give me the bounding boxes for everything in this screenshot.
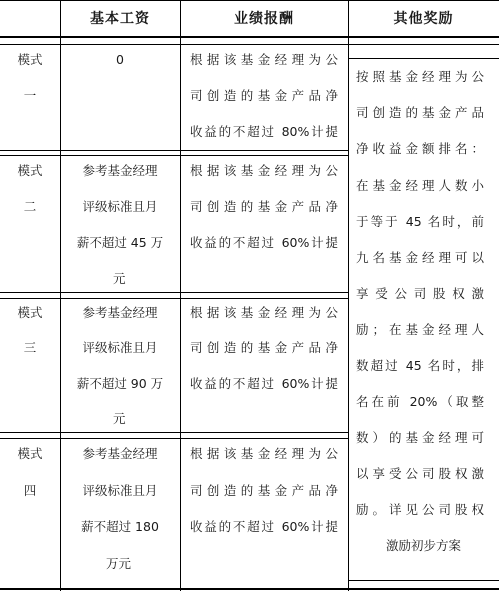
mode-1-performance-line: 根据该基金经理为公 xyxy=(190,52,338,67)
table-bottom-border xyxy=(0,588,499,590)
mode-1-label-line: 一 xyxy=(23,88,37,103)
other-reward-bottom-border xyxy=(348,580,499,581)
row-divider-6 xyxy=(0,432,348,433)
mode-2-label-line: 模式 xyxy=(17,163,43,178)
other-reward-line: 司创造的基金产品 xyxy=(356,105,484,120)
header-other-rewards: 其他奖励 xyxy=(393,11,454,27)
header-bottom-border xyxy=(0,36,499,38)
mode-4-performance-line: 司创造的基金产品净 xyxy=(190,483,338,498)
other-reward-line: 数）的基金经理可 xyxy=(356,430,484,445)
mode-1-performance-line: 司创造的基金产品净 xyxy=(190,88,338,103)
other-reward-line: 数超过 45 名时，排 xyxy=(356,358,484,373)
other-reward-line: 以享受公司股权激 xyxy=(356,466,484,481)
mode-4-performance-line: 根据该基金经理为公 xyxy=(190,446,338,461)
mode-2-salary-line: 元 xyxy=(113,271,126,286)
mode-3-label-line: 模式 xyxy=(17,305,43,320)
other-reward-line: 于等于 45 名时，前 xyxy=(356,214,484,229)
row-divider-3 xyxy=(0,155,348,156)
mode-4-label-line: 四 xyxy=(23,483,37,498)
row-divider-5 xyxy=(0,298,348,299)
mode-2-performance-line: 司创造的基金产品净 xyxy=(190,199,338,214)
other-reward-top-border xyxy=(348,58,499,59)
mode-3-salary-line: 元 xyxy=(113,411,126,426)
mode-2-salary-line: 评级标准且月 xyxy=(82,199,158,214)
mode-3-performance-line: 收益的不超过 60%计提 xyxy=(190,376,338,391)
mode-2-salary-line: 参考基金经理 xyxy=(82,163,158,178)
table-top-border xyxy=(0,0,499,1)
mode-3-label-line: 三 xyxy=(23,340,37,355)
other-reward-line: 在基金经理人数小 xyxy=(356,178,484,193)
mode-3-salary-line: 薪不超过 90 万 xyxy=(76,376,164,391)
mode-1-label-line: 模式 xyxy=(17,52,43,67)
mode-2-performance-line: 收益的不超过 60%计提 xyxy=(190,235,338,250)
mode-3-performance-line: 根据该基金经理为公 xyxy=(190,305,338,320)
mode-1-salary-line: 0 xyxy=(116,52,124,67)
other-reward-line: 励；在基金经理人 xyxy=(356,322,484,337)
header-performance-pay: 业绩报酬 xyxy=(234,11,294,27)
column-divider-2 xyxy=(180,0,181,591)
column-divider-1 xyxy=(60,0,61,591)
row-divider-1 xyxy=(0,44,499,45)
row-divider-7 xyxy=(0,438,348,439)
other-reward-line: 享受公司股权激 xyxy=(356,286,484,301)
mode-3-salary-line: 评级标准且月 xyxy=(82,340,158,355)
mode-4-salary-line: 万元 xyxy=(106,556,132,571)
row-divider-4 xyxy=(0,292,348,293)
mode-1-performance-line: 收益的不超过 80%计提 xyxy=(190,124,338,139)
mode-4-performance-line: 收益的不超过 60%计提 xyxy=(190,519,338,534)
mode-4-salary-line: 参考基金经理 xyxy=(82,446,158,461)
mode-4-salary-line: 薪不超过 180 xyxy=(81,519,159,534)
mode-4-salary-line: 评级标准且月 xyxy=(82,483,158,498)
mode-3-salary-line: 参考基金经理 xyxy=(82,305,158,320)
other-reward-line: 九名基金经理可以 xyxy=(356,250,484,265)
mode-2-label-line: 二 xyxy=(23,199,37,214)
mode-2-performance-line: 根据该基金经理为公 xyxy=(190,163,338,178)
other-reward-line: 名在前 20%（取整 xyxy=(356,394,484,409)
other-reward-line: 激励初步方案 xyxy=(385,538,461,553)
mode-4-label-line: 模式 xyxy=(17,446,43,461)
mode-3-performance-line: 司创造的基金产品净 xyxy=(190,340,338,355)
other-reward-line: 净收益金额排名： xyxy=(356,141,484,156)
other-reward-line: 励。详见公司股权 xyxy=(356,502,484,517)
row-divider-2 xyxy=(0,150,348,151)
column-divider-3 xyxy=(348,0,349,591)
mode-2-salary-line: 薪不超过 45 万 xyxy=(76,235,164,250)
other-reward-line: 按照基金经理为公 xyxy=(356,69,484,84)
header-basic-salary: 基本工资 xyxy=(90,11,150,27)
